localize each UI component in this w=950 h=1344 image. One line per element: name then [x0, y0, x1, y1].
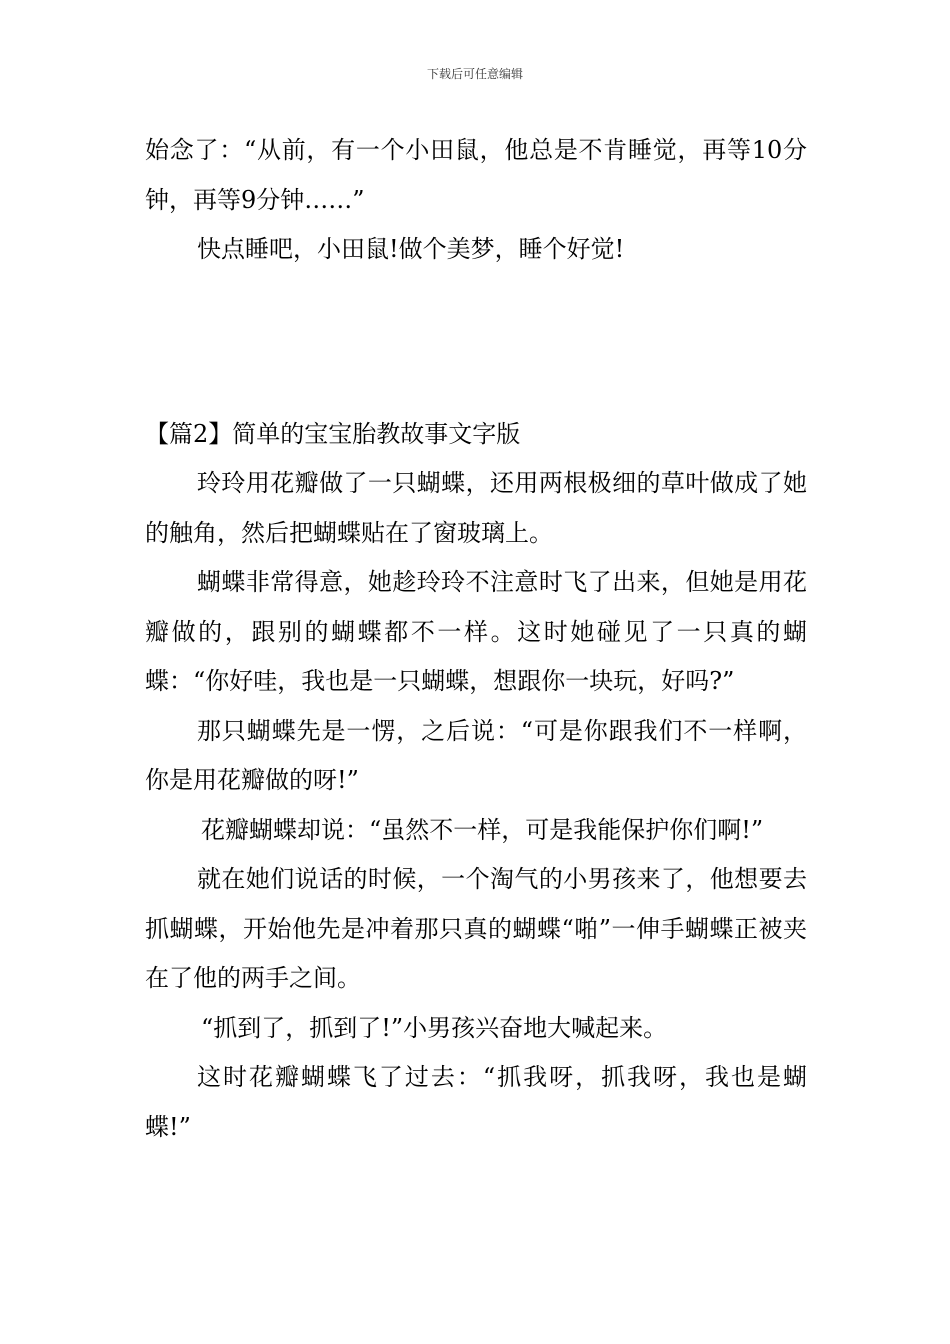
paragraph-continuation: 始念了：“从前，有一个小田鼠，他总是不肯睡觉，再等10分钟，再等9分钟……”	[145, 136, 807, 214]
paragraph: 花瓣蝴蝶却说：“虽然不一样，可是我能保护你们啊!”	[201, 815, 764, 844]
document-body	[145, 126, 807, 1152]
paragraph: 就在她们说话的时候，一个淘气的小男孩来了，他想要去抓蝴蝶，开始他先是冲着那只真的蝴蝶“啪”一伸手蝴蝶正被夹在了他的两手之间。	[145, 865, 807, 992]
paragraph: 蝴蝶非常得意，她趁玲玲不注意时飞了出来，但她是用花瓣做的，跟别的蝴蝶都不一样。这时她碰见了一只真的蝴蝶：“你好哇，我也是一只蝴蝶，想跟你一块玩，好吗?”	[145, 568, 807, 695]
paragraph: 这时花瓣蝴蝶飞了过去：“抓我呀，抓我呀，我也是蝴蝶!”	[145, 1063, 807, 1141]
paragraph: 玲玲用花瓣做了一只蝴蝶，还用两根极细的草叶做成了她的触角，然后把蝴蝶贴在了窗玻璃上。	[145, 469, 807, 547]
page-header-note: 下载后可任意编辑	[426, 67, 523, 81]
section-title: 【篇2】简单的宝宝胎教故事文字版	[145, 419, 521, 448]
section-spacer	[145, 275, 807, 410]
paragraph: “抓到了，抓到了!”小男孩兴奋地大喊起来。	[201, 1013, 668, 1042]
paragraph: 快点睡吧，小田鼠!做个美梦，睡个好觉!	[197, 235, 625, 263]
paragraph: 那只蝴蝶先是一愣，之后说：“可是你跟我们不一样啊，你是用花瓣做的呀!”	[145, 716, 807, 794]
